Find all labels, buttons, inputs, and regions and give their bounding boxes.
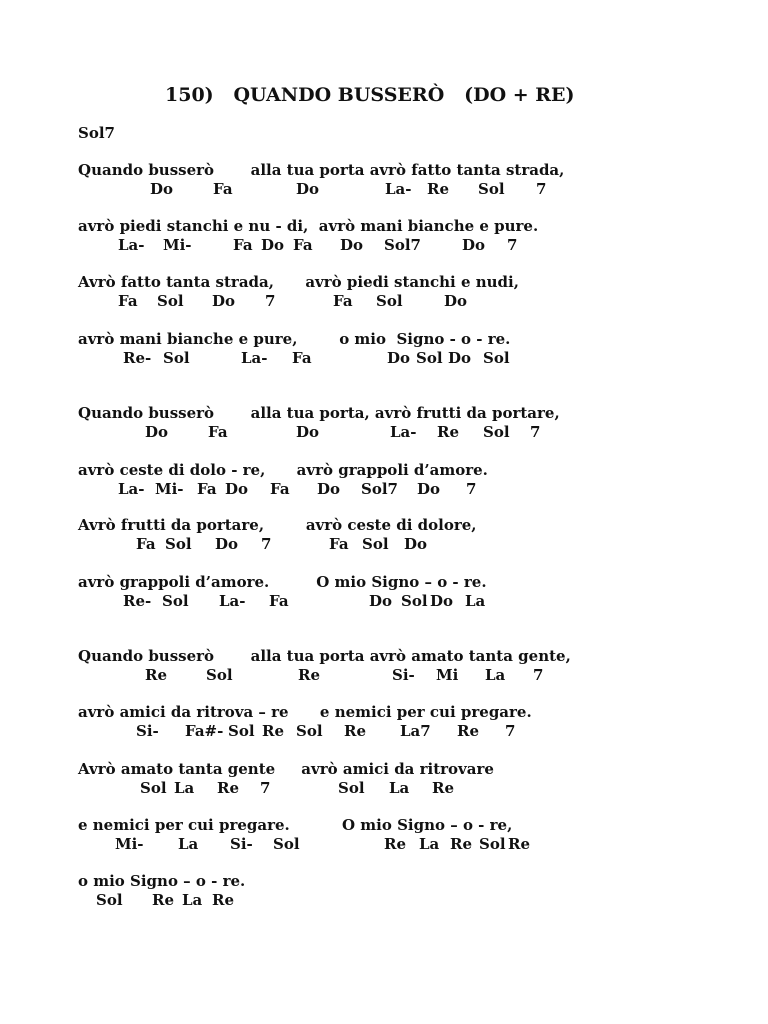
chord-row [0, 423, 768, 441]
chord: La [389, 779, 410, 797]
lyric-text: Avrò fatto tanta strada, avrò piedi stanchi e nudi, [78, 273, 519, 291]
chord: Fa [136, 535, 156, 553]
lyric-text: Avrò amato tanta gente avrò amici da ritrovare [78, 760, 494, 778]
chord: Sol [478, 180, 505, 198]
chord: Fa [329, 535, 349, 553]
chord-row [0, 592, 768, 610]
chord: La7 [400, 722, 431, 740]
chord: Re [262, 722, 285, 740]
chord: Re [298, 666, 321, 684]
lyric-text: avrò mani bianche e pure, o mio Signo - o - re. [78, 330, 511, 348]
chord: Re [212, 891, 235, 909]
chord: La [174, 779, 195, 797]
chord: Re [217, 779, 240, 797]
intro-chord: Sol7 [78, 124, 115, 142]
chord: Sol [206, 666, 233, 684]
chord-row [0, 180, 768, 198]
chord: Sol [296, 722, 323, 740]
chord-row [0, 835, 768, 853]
chord-row [0, 480, 768, 498]
chord: Sol [401, 592, 428, 610]
chord: Sol [163, 349, 190, 367]
chord: Sol [362, 535, 389, 553]
chord: Mi- [163, 236, 192, 254]
chord: Do [317, 480, 341, 498]
chord: Do [212, 292, 236, 310]
chord: Fa [269, 592, 289, 610]
chord: La- [241, 349, 268, 367]
lyric-text: o mio Signo – o - re. [78, 872, 246, 890]
chord: Re [427, 180, 450, 198]
chord: La [178, 835, 199, 853]
lyric-text: e nemici per cui pregare. O mio Signo – o - re, [78, 816, 513, 834]
chord: Do [150, 180, 174, 198]
chord: Fa [213, 180, 233, 198]
chord: Sol [416, 349, 443, 367]
chord: Si- [230, 835, 253, 853]
chord: Do [340, 236, 364, 254]
lyric-text: Avrò frutti da portare, avrò ceste di dolore, [78, 516, 477, 534]
lyric-text: avrò piedi stanchi e nu - di, avrò mani bianche e pure. [78, 217, 539, 235]
chord: Re- [123, 349, 152, 367]
chord: Do [296, 423, 320, 441]
chord-row [0, 292, 768, 310]
chord: Fa [118, 292, 138, 310]
chord: La- [118, 480, 145, 498]
chord: Mi [436, 666, 459, 684]
chord: Re [508, 835, 531, 853]
chord: La- [118, 236, 145, 254]
chord: Do [261, 236, 285, 254]
chord: Si- [136, 722, 159, 740]
chord: Fa [208, 423, 228, 441]
chord: Sol [162, 592, 189, 610]
chord: Sol [479, 835, 506, 853]
chord-row [0, 779, 768, 797]
chord: Do [462, 236, 486, 254]
chord: Mi- [155, 480, 184, 498]
chord: Re [437, 423, 460, 441]
chord: Do [145, 423, 169, 441]
chord: Sol [273, 835, 300, 853]
chord: Sol7 [384, 236, 421, 254]
chord: La [465, 592, 486, 610]
chord: Do [369, 592, 393, 610]
chord: Do [448, 349, 472, 367]
lyric-text: avrò ceste di dolo - re, avrò grappoli d’amore. [78, 461, 488, 479]
chord: 7 [505, 722, 516, 740]
chord: Re [457, 722, 480, 740]
chord: Sol [483, 423, 510, 441]
chord: Re [450, 835, 473, 853]
chord: Sol [228, 722, 255, 740]
chord: Mi- [115, 835, 144, 853]
chord: Do [430, 592, 454, 610]
lyric-text: Quando busserò alla tua porta, avrò frutti da portare, [78, 404, 560, 422]
chord: La [419, 835, 440, 853]
chord: La [485, 666, 506, 684]
chord: Sol [96, 891, 123, 909]
chord: 7 [260, 779, 271, 797]
chord: Fa#- [185, 722, 224, 740]
lyric-text: avrò amici da ritrova – re e nemici per cui pregare. [78, 703, 532, 721]
chord: La- [219, 592, 246, 610]
chord: Sol [165, 535, 192, 553]
chord: La- [385, 180, 412, 198]
chord: 7 [265, 292, 276, 310]
chord-row [0, 349, 768, 367]
chord: Do [444, 292, 468, 310]
chord: 7 [466, 480, 477, 498]
chord: Do [417, 480, 441, 498]
chord: Re [344, 722, 367, 740]
chord: Re- [123, 592, 152, 610]
lyric-text: Quando busserò alla tua porta avrò amato tanta gente, [78, 647, 571, 665]
chord: Re [145, 666, 168, 684]
chord: 7 [536, 180, 547, 198]
chord: Sol [483, 349, 510, 367]
chord: La- [390, 423, 417, 441]
chord: La [182, 891, 203, 909]
chord: Fa [197, 480, 217, 498]
chord: Fa [293, 236, 313, 254]
chord: 7 [261, 535, 272, 553]
chord: Si- [392, 666, 415, 684]
chord: Do [296, 180, 320, 198]
chord: Fa [333, 292, 353, 310]
chord: Sol [338, 779, 365, 797]
chord: Do [225, 480, 249, 498]
chord: Fa [270, 480, 290, 498]
chord: Do [215, 535, 239, 553]
chord: Sol [376, 292, 403, 310]
chord: Do [404, 535, 428, 553]
chord-row [0, 722, 768, 740]
chord: Re [152, 891, 175, 909]
chord-row [0, 535, 768, 553]
chord: 7 [530, 423, 541, 441]
song-title: 150) QUANDO BUSSERÒ (DO + RE) [165, 84, 575, 106]
chord: Re [384, 835, 407, 853]
chord: Fa [233, 236, 253, 254]
chord-row [0, 891, 768, 909]
lyric-text: avrò grappoli d’amore. O mio Signo – o - re. [78, 573, 487, 591]
chord-row [0, 236, 768, 254]
chord: Sol7 [361, 480, 398, 498]
chord: 7 [507, 236, 518, 254]
chord: 7 [533, 666, 544, 684]
chord: Sol [140, 779, 167, 797]
chord: Re [432, 779, 455, 797]
lyric-text: Quando busserò alla tua porta avrò fatto tanta strada, [78, 161, 565, 179]
chord: Fa [292, 349, 312, 367]
chord-row [0, 666, 768, 684]
chord: Sol [157, 292, 184, 310]
chord: Do [387, 349, 411, 367]
